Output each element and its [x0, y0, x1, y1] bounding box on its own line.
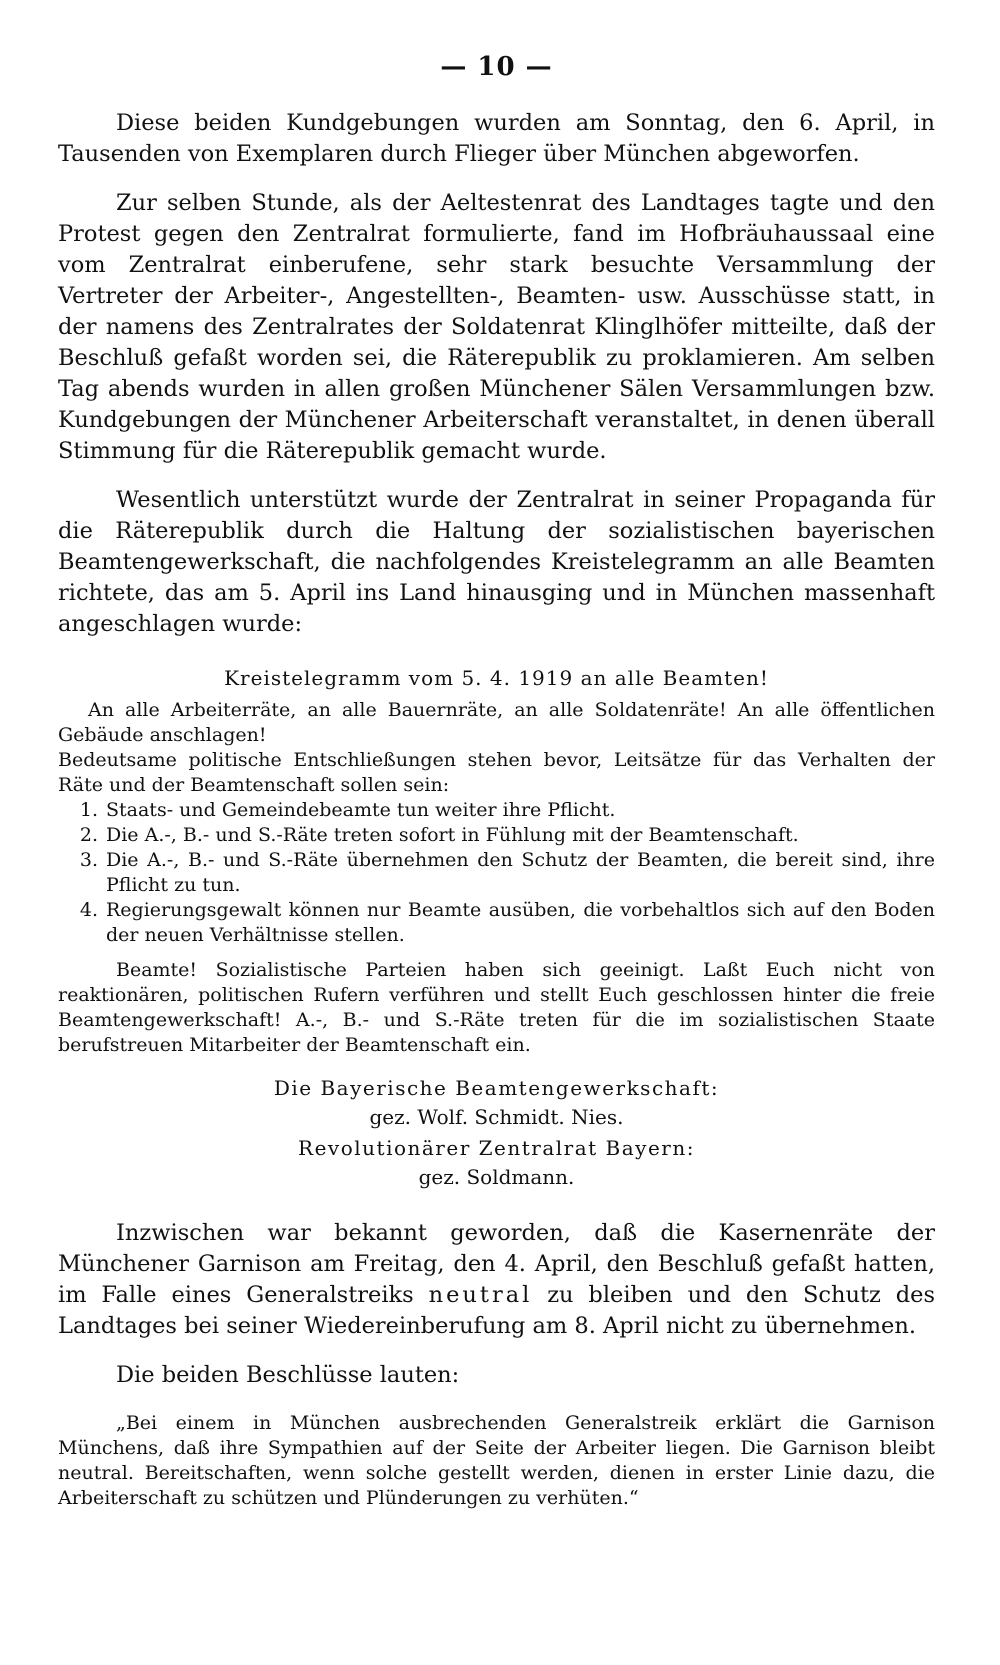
paragraph-3: Wesentlich unterstützt wurde der Zentralrat in seiner Propaganda für die Räterepublik durch die Haltung der sozialistischen bayerischen Beamtengewerkschaft, die nachfolgendes Kreistelegramm an alle Beamten richtete, das am 5. April ins Land hinausging und in München massenhaft angeschlagen wurde:: [58, 487, 935, 637]
paragraph-1: Diese beiden Kundgebungen wurden am Sonntag, den 6. April, in Tausenden von Exemplaren durch Flieger über München abgeworfen.: [58, 110, 935, 167]
paragraph-4-part-1: Inzwischen war bekannt geworden, daß die Kasernenräte der Münchener Garnison am Freitag, den 4. April, den Beschluß gefaßt hatten, im Falle eines Generalstreiks: [58, 1220, 935, 1308]
telegram-address-line: An alle Arbeiterräte, an alle Bauernräte, an alle Soldatenräte! An alle öffentlichen Gebäude anschlagen!: [58, 699, 935, 746]
signature-org-1: Die Bayerische Beamtengewerkschaft:: [273, 1076, 720, 1100]
list-item: [58, 798, 935, 823]
page-number: — 10 —: [440, 52, 553, 82]
telegram-intro-line: Bedeutsame politische Entschließungen stehen bevor, Leitsätze für das Verhalten der Räte und der Beamtenschaft sollen sein:: [58, 749, 935, 796]
telegram-closing: Beamte! Sozialistische Parteien haben sich geeinigt. Laßt Euch nicht von reaktionären, politischen Rufern verführen und stellt Euch geschlossen hinter die freie Beamtengewerkschaft! A.-, B.- und S.-Räte treten für die im sozialistischen Staate berufstreuen Mitarbeiter der Beamtenschaft ein.: [58, 959, 935, 1056]
list-item-number: 1.: [79, 799, 98, 821]
list-item: [58, 848, 935, 898]
signature-org-2: Revolutionärer Zentralrat Bayern:: [298, 1136, 695, 1160]
telegram-body: [58, 698, 935, 1058]
list-item: [58, 823, 935, 848]
list-item-text: Regierungsgewalt können nur Beamte ausüben, die vorbehaltlos sich auf den Boden der neuen Verhältnisse stellen.: [106, 899, 935, 946]
emphasis-neutral: neutral: [428, 1282, 533, 1308]
quoted-resolution: „Bei einem in München ausbrechenden Generalstreik erklärt die Garnison Münchens, daß ihre Sympathien auf der Seite der Arbeiter liegen. Die Garnison bleibt neutral. Bereitschaften, wenn solche gestellt werden, dienen in erster Linie dazu, die Arbeiterschaft zu schützen und Plünderungen zu verhüten.“: [58, 1412, 935, 1509]
telegram-heading: Kreistelegramm vom 5. 4. 1919 an alle Beamten!: [224, 666, 769, 690]
list-item-text: Staats- und Gemeindebeamte tun weiter ihre Pflicht.: [106, 799, 616, 821]
paragraph-4: [58, 1218, 935, 1342]
list-item-text: Die A.-, B.- und S.-Räte übernehmen den Schutz der Beamten, die bereit sind, ihre Pflicht zu tun.: [106, 849, 935, 896]
list-item: [58, 898, 935, 948]
paragraph-4-part-2: zu bleiben und den Schutz des Landtages bei seiner Wiedereinberufung am 8. April nicht zu übernehmen.: [58, 1282, 935, 1339]
signature-names-1: gez. Wolf. Schmidt. Nies.: [369, 1105, 624, 1129]
list-item-text: Die A.-, B.- und S.-Räte treten sofort in Fühlung mit der Beamtenschaft.: [106, 824, 799, 846]
section-spacer: [58, 1192, 935, 1218]
list-item-number: 2.: [79, 824, 98, 846]
paragraph-5: Die beiden Beschlüsse lauten:: [116, 1362, 460, 1388]
list-item-number: 4.: [79, 899, 98, 921]
telegram-guidelines-list: [58, 798, 935, 948]
paragraph-2: Zur selben Stunde, als der Aeltestenrat des Landtages tagte und den Protest gegen den Zentralrat formulierte, fand im Hofbräuhaussaal eine vom Zentralrat einberufene, sehr stark besuchte Versammlung der Vertreter der Arbeiter-, Angestellten-, Beamten- usw. Ausschüsse statt, in der namens des Zentralrates der Soldatenrat Klinglhöfer mitteilte, daß der Beschluß gefaßt worden sei, die Räterepublik zu proklamieren. Am selben Tag abends wurden in allen großen Münchener Sälen Versammlungen bzw. Kundgebungen der Münchener Arbeiterschaft veranstaltet, in denen überall Stimmung für die Räterepublik gemacht wurde.: [58, 190, 935, 464]
signature-names-2: gez. Soldmann.: [418, 1165, 575, 1189]
signature-block: [58, 1074, 935, 1192]
list-item-number: 3.: [79, 849, 98, 871]
